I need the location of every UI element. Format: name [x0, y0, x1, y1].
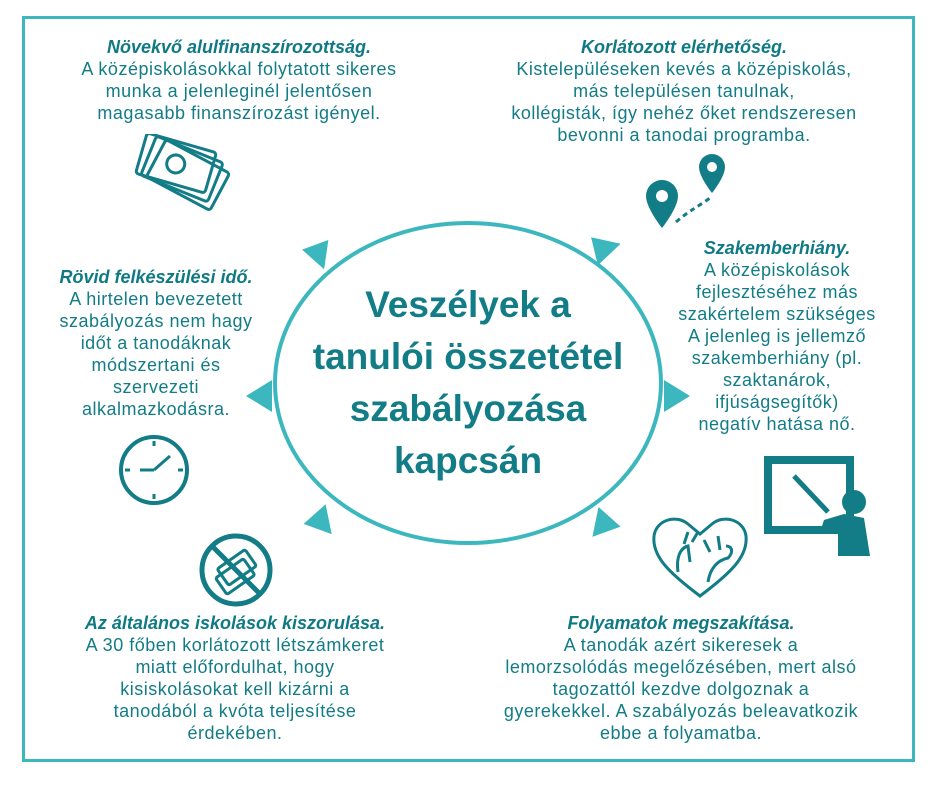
- money-icon: [132, 134, 244, 234]
- threat-text: A 30 főben korlátozott létszámkeret miatt előfordulhat, hogy kisiskolásokat kell kizárni a tanodából a kvóta teljesítése érdekében.: [85, 635, 385, 743]
- threat-title: Folyamatok megszakítása.: [567, 613, 795, 633]
- pointer-bottom-right: [584, 502, 622, 540]
- threat-title: Szakemberhiány.: [703, 238, 851, 258]
- threat-text: A középiskolásokkal folytatott sikeres munka a jelenleginél jelentősen magasabb finanszírozást igényel.: [81, 59, 397, 123]
- pointer-top-left: [300, 238, 338, 276]
- pointer-right: [660, 376, 696, 416]
- teacher-board-icon: [764, 456, 882, 560]
- pointer-bottom-left: [302, 500, 340, 538]
- threat-text: A hirtelen bevezetett szabályozás nem hagy időt a tanodáknak módszertani és szervezeti alkalmazkodásra.: [59, 289, 253, 419]
- no-money-icon: [196, 530, 276, 610]
- threat-title: Az általános iskolások kiszorulása.: [84, 613, 386, 633]
- threat-text: A középiskolások fejlesztéséhez más szakértelem szükséges A jelenleg is jellemző szakemberhiány (pl. szaktanárok, ifjúságsegítők) negatív hatása nő.: [678, 260, 876, 434]
- threat-process-interruption: [466, 612, 896, 744]
- threat-underfunding: [40, 36, 438, 124]
- threat-title: Növekvő alulfinanszírozottság.: [106, 37, 372, 57]
- threat-expert-shortage: [664, 237, 890, 435]
- pointer-left: [240, 376, 276, 416]
- heart-hands-icon: [648, 512, 752, 600]
- threat-title: Korlátozott elérhetőség.: [580, 37, 788, 57]
- threat-text: A tanodák azért sikeresek a lemorzsolódás megelőzésében, mert alsó tagozattól kezdve dolgoznak a gyerekekkel. A szabályozás beleavatkozik ebbe a folyamatba.: [503, 635, 859, 743]
- clock-icon: [116, 432, 192, 508]
- threat-text: Kistelepüléseken kevés a középiskolás, más településen tanulnak, kollégisták, így nehéz őket rendszeresen bevonni a tanodai programba.: [511, 59, 857, 145]
- threat-limited-access: [478, 36, 890, 146]
- pointer-top-right: [582, 234, 620, 272]
- center-title: Veszélyek a tanulói összetétel szabályozása kapcsán: [312, 284, 624, 481]
- threat-primary-displacement: [30, 612, 440, 744]
- map-pins-icon: [640, 150, 740, 240]
- threat-title: Rövid felkészülési idő.: [59, 267, 253, 287]
